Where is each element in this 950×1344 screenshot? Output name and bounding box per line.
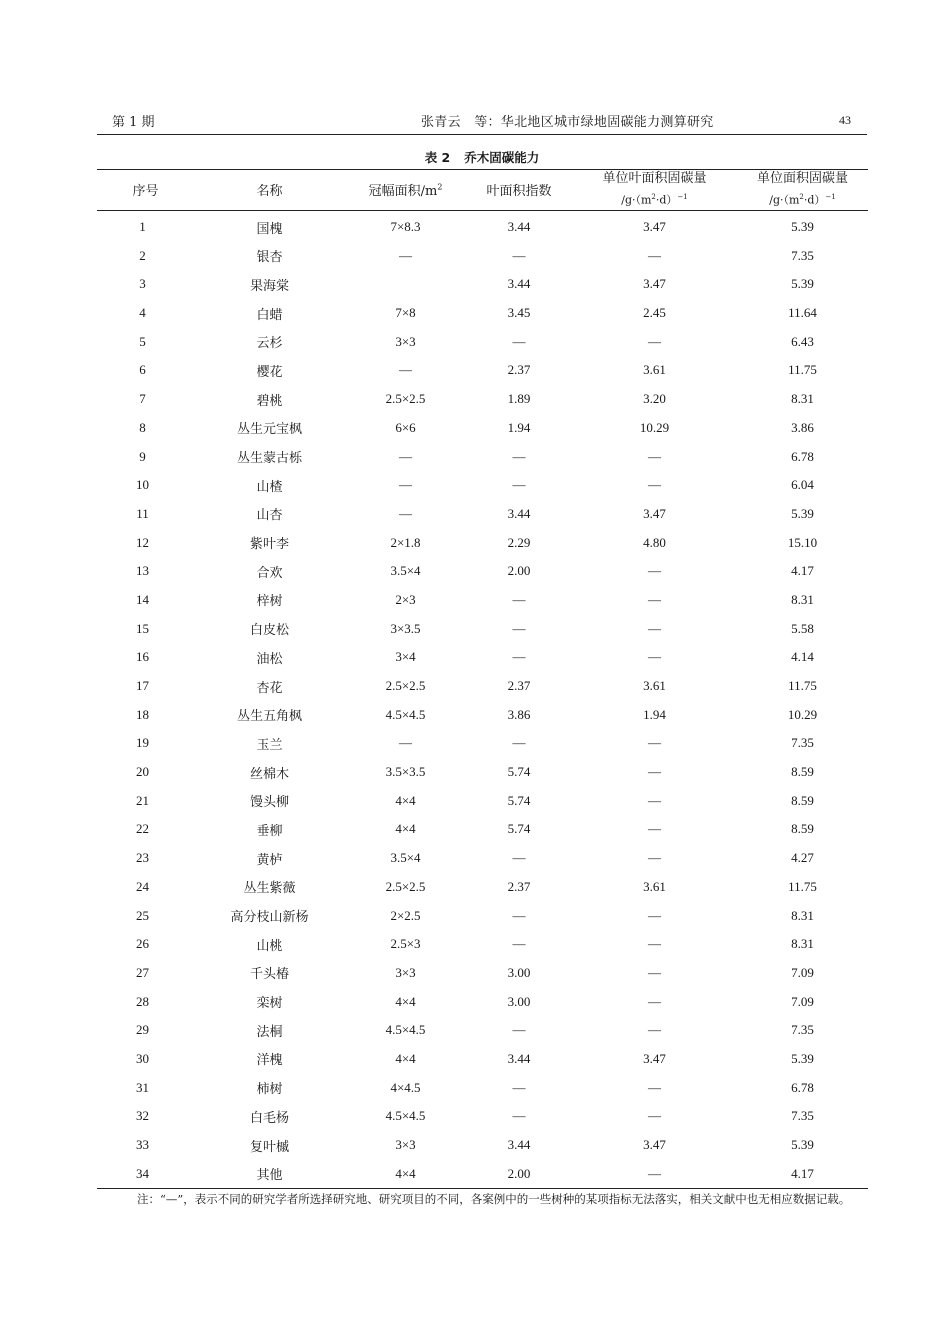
cell-seq: 30 [136, 1050, 149, 1066]
cell-crown: 2.5×2.5 [385, 391, 426, 407]
cell-seq: 14 [136, 591, 149, 607]
cell-seq: 23 [136, 850, 149, 866]
cell-seq: 28 [136, 993, 149, 1009]
cell-leaf-carbon: 3.61 [643, 878, 666, 894]
cell-lai: 3.00 [507, 964, 531, 980]
cell-seq: 21 [136, 792, 149, 808]
cell-lai: — [512, 735, 526, 751]
cell-lai: 2.37 [507, 362, 531, 378]
cell-lai: — [512, 936, 526, 952]
cell-area-carbon: 6.78 [791, 448, 814, 464]
cell-name: 碧桃 [256, 393, 283, 409]
table-row [97, 1073, 868, 1102]
cell-leaf-carbon: — [648, 936, 661, 952]
cell-seq: 29 [136, 1022, 149, 1038]
cell-crown: 3×3 [395, 1137, 416, 1152]
col-header-seq: 序号 [97, 170, 194, 211]
cell-name: 银杏 [256, 250, 283, 266]
cell-lai: — [512, 477, 526, 493]
cell-name: 云杉 [256, 336, 283, 352]
cell-leaf-carbon: — [648, 448, 661, 464]
cell-lai: 3.45 [507, 305, 531, 321]
cell-leaf-carbon: — [648, 964, 661, 980]
cell-seq: 26 [136, 936, 149, 952]
cell-name: 樱花 [256, 364, 283, 380]
cell-name: 柿树 [256, 1082, 283, 1098]
cell-lai: 5.74 [507, 764, 531, 780]
cell-leaf-carbon: — [648, 735, 661, 751]
cell-crown: 2×2.5 [390, 907, 421, 923]
cell-lai: 3.44 [507, 1137, 531, 1152]
cell-seq: 2 [139, 247, 146, 263]
cell-crown: 2×1.8 [390, 534, 421, 550]
cell-area-carbon: 5.39 [791, 276, 814, 292]
cell-name: 丛生五角枫 [236, 709, 302, 725]
cell-leaf-carbon: — [648, 850, 661, 866]
cell-seq: 18 [136, 706, 149, 722]
cell-name: 紫叶李 [249, 537, 289, 553]
table-row [97, 1045, 868, 1074]
cell-seq: 12 [136, 534, 149, 550]
cell-area-carbon: 15.10 [787, 534, 818, 550]
cell-area-carbon: 5.39 [791, 1050, 814, 1066]
page-number: 43 [839, 113, 851, 127]
cell-crown: — [399, 477, 412, 493]
table-row [97, 1102, 868, 1131]
table-row [97, 901, 868, 930]
cell-seq: 7 [139, 391, 146, 407]
cell-crown: 4.5×4.5 [385, 1022, 426, 1038]
table-caption-title: 乔木固碳能力 [464, 150, 540, 165]
cell-name: 黄栌 [256, 852, 283, 868]
cell-crown: 7×8.3 [390, 219, 421, 234]
cell-lai: 2.37 [507, 878, 531, 894]
table-row [97, 270, 868, 299]
table-caption-number: 表 2 [424, 150, 451, 165]
cell-lai: — [512, 448, 526, 464]
cell-seq: 11 [136, 505, 149, 521]
cell-crown: — [399, 448, 412, 464]
table-row [97, 413, 868, 442]
cell-crown: 3.5×4 [390, 563, 421, 579]
cell-name: 洋槐 [256, 1053, 283, 1069]
table-row [97, 299, 868, 328]
cell-lai: — [512, 591, 526, 607]
cell-crown: 2.5×2.5 [385, 878, 426, 894]
cell-leaf-carbon: 2.45 [643, 305, 666, 321]
cell-area-carbon: 7.35 [791, 1108, 814, 1124]
cell-leaf-carbon: 3.47 [643, 276, 666, 292]
table-row [97, 700, 868, 729]
table-row [97, 471, 868, 500]
cell-name: 合欢 [256, 565, 283, 581]
cell-area-carbon: 4.27 [791, 850, 814, 866]
table-caption [97, 148, 867, 166]
cell-seq: 5 [139, 333, 146, 349]
cell-area-carbon: 7.35 [791, 247, 814, 263]
cell-crown: 3×3.5 [390, 620, 421, 636]
cell-leaf-carbon: — [648, 764, 661, 780]
cell-area-carbon: 4.17 [737, 1159, 868, 1188]
cell-crown: 7×8 [395, 305, 416, 321]
cell-leaf-carbon: — [648, 993, 661, 1009]
cell-name: 复叶槭 [249, 1139, 289, 1155]
cell-crown: 4×4 [345, 1159, 466, 1188]
table-row [97, 872, 868, 901]
table-row [97, 643, 868, 672]
cell-crown: 4×4 [395, 792, 416, 808]
cell-leaf-carbon: — [648, 247, 661, 263]
cell-lai: — [512, 907, 526, 923]
table-row [97, 385, 868, 414]
cell-area-carbon: 5.58 [791, 620, 814, 636]
cell-name: 丛生紫薇 [243, 881, 296, 897]
cell-name: 丛生蒙古栎 [236, 451, 302, 466]
cell-area-carbon: 7.35 [791, 1022, 814, 1038]
cell-leaf-carbon: 3.20 [643, 391, 666, 407]
cell-area-carbon: 5.39 [791, 219, 814, 234]
cell-leaf-carbon: 3.47 [643, 1050, 666, 1066]
table-row [97, 327, 868, 356]
col-header-crown: 冠幅面积$/m^2$ [345, 170, 466, 211]
cell-seq: 13 [136, 563, 149, 579]
cell-area-carbon: 8.31 [791, 391, 814, 407]
cell-area-carbon: 6.43 [791, 333, 814, 349]
cell-leaf-carbon: — [648, 821, 661, 837]
cell-seq: 33 [136, 1137, 149, 1152]
cell-lai: 3.44 [507, 219, 531, 234]
table-row [97, 1131, 868, 1160]
cell-leaf-carbon: 10.29 [639, 419, 670, 435]
cell-area-carbon: 8.59 [791, 764, 814, 780]
cell-leaf-carbon: 1.94 [643, 706, 666, 722]
table-row [97, 442, 868, 471]
cell-leaf-carbon: 3.47 [643, 1137, 666, 1152]
cell-crown: 2×3 [395, 591, 416, 607]
table-row [97, 241, 868, 270]
cell-name: 梓树 [256, 594, 283, 610]
cell-crown: 4.5×4.5 [385, 1108, 426, 1124]
cell-leaf-carbon: — [648, 333, 661, 349]
cell-crown [345, 270, 466, 299]
cell-lai: — [512, 649, 526, 665]
cell-crown: 2.5×2.5 [385, 678, 426, 693]
cell-leaf-carbon: — [648, 563, 661, 579]
cell-lai: — [512, 247, 526, 263]
table-row [97, 586, 868, 615]
table-row [97, 210, 868, 241]
cell-area-carbon: 3.86 [791, 419, 814, 435]
cell-area-carbon: 7.35 [791, 735, 814, 751]
cell-seq: 10 [136, 477, 149, 493]
cell-seq: 24 [136, 878, 149, 894]
cell-area-carbon: 8.31 [791, 591, 814, 607]
cell-name: 山杏 [256, 508, 283, 524]
cell-lai: 2.29 [507, 534, 531, 550]
cell-name: 法桐 [256, 1024, 283, 1040]
cell-leaf-carbon: — [648, 1022, 661, 1038]
col-header-area-carbon: 单位面积固碳量 $/g\cdot(m^2\cdot d)^{-1}$ [737, 170, 868, 211]
cell-leaf-carbon: — [648, 477, 661, 493]
cell-area-carbon: 4.14 [791, 649, 814, 665]
cell-crown: — [399, 735, 412, 751]
page-header [97, 109, 867, 131]
cell-crown: 3×3 [395, 964, 416, 980]
table-note: 注：“—”，表示不同的研究学者所选择研究地、研究项目的不同，各案例中的一些树种的某项指标无法落实，相关文献中也无相应数据记载。 [137, 1192, 851, 1206]
cell-name: 其他 [194, 1159, 345, 1188]
cell-lai: — [512, 850, 526, 866]
cell-seq: 16 [136, 649, 149, 665]
cell-name: 白毛杨 [249, 1110, 289, 1126]
cell-leaf-carbon: 3.47 [643, 505, 666, 521]
running-title: 张青云 等：华北地区城市绿地固碳能力测算研究 [421, 115, 714, 130]
table-row [97, 959, 868, 988]
table-row [97, 672, 868, 701]
table-body [97, 210, 868, 1188]
cell-leaf-carbon: 3.47 [643, 219, 666, 234]
cell-area-carbon: 8.31 [791, 936, 814, 952]
cell-leaf-carbon: 4.80 [643, 534, 666, 550]
col-header-lai: 叶面积指数 [466, 170, 572, 211]
cell-crown: 2.5×3 [390, 936, 421, 952]
cell-name: 油松 [256, 651, 283, 667]
cell-area-carbon: 11.75 [788, 878, 817, 894]
cell-lai: — [512, 1079, 526, 1095]
carbon-table [97, 169, 868, 1189]
table-row [97, 758, 868, 787]
table-row [97, 557, 868, 586]
table-header-row [97, 170, 868, 211]
issue-label: 第 1 期 [112, 115, 155, 130]
cell-area-carbon: 11.75 [788, 362, 817, 378]
cell-crown: 3.5×4 [390, 850, 421, 866]
cell-seq: 9 [139, 448, 146, 464]
table-head [97, 170, 868, 211]
table-row [97, 614, 868, 643]
cell-crown: 4×4 [395, 993, 416, 1009]
cell-crown: 3.5×3.5 [385, 764, 426, 780]
cell-area-carbon: 6.04 [791, 477, 814, 493]
table-row [97, 815, 868, 844]
cell-name: 丛生元宝枫 [236, 422, 302, 438]
cell-lai: 3.44 [507, 1050, 531, 1066]
cell-leaf-carbon: — [648, 1079, 661, 1095]
cell-area-carbon: 6.78 [791, 1079, 814, 1095]
cell-leaf-carbon: 3.61 [643, 362, 666, 378]
cell-lai: 5.74 [507, 821, 531, 837]
cell-seq: 4 [139, 305, 146, 321]
cell-seq: 25 [136, 907, 149, 923]
cell-leaf-carbon: — [648, 620, 661, 636]
cell-lai: 2.00 [507, 563, 531, 579]
cell-name: 馒头柳 [249, 795, 289, 811]
cell-crown: 4×4 [395, 1050, 416, 1066]
cell-name: 垂柳 [256, 823, 283, 839]
cell-crown: 3×4 [395, 649, 416, 665]
cell-leaf-carbon: — [648, 649, 661, 665]
cell-crown: 4×4.5 [390, 1079, 421, 1095]
cell-area-carbon: 11.75 [788, 678, 817, 693]
cell-lai: 3.44 [507, 276, 531, 292]
cell-lai: 2.00 [466, 1159, 572, 1188]
table-row [97, 930, 868, 959]
cell-lai: 2.37 [507, 678, 531, 693]
cell-name: 杏花 [256, 680, 283, 696]
cell-seq: 32 [136, 1108, 149, 1124]
cell-seq: 17 [136, 678, 149, 693]
table-row [97, 844, 868, 873]
cell-lai: 5.74 [507, 792, 531, 808]
cell-area-carbon: 5.39 [791, 505, 814, 521]
cell-seq: 6 [139, 362, 146, 378]
cell-leaf-carbon: — [648, 1108, 661, 1124]
cell-seq: 27 [136, 964, 149, 980]
cell-seq: 34 [97, 1159, 194, 1188]
table-row [97, 786, 868, 815]
cell-name: 玉兰 [256, 737, 283, 753]
cell-area-carbon: 7.09 [791, 964, 814, 980]
header-rule [97, 134, 867, 135]
table-row [97, 987, 868, 1016]
cell-name: 果海棠 [249, 278, 289, 294]
cell-area-carbon: 11.64 [788, 305, 817, 321]
cell-seq: 8 [139, 419, 146, 435]
table-row [97, 500, 868, 529]
cell-leaf-carbon: — [648, 792, 661, 808]
cell-lai: — [512, 1108, 526, 1124]
cell-name: 山楂 [256, 479, 283, 495]
cell-name: 白蜡 [256, 307, 283, 323]
cell-seq: 1 [139, 219, 146, 234]
cell-name: 国槐 [256, 221, 283, 237]
cell-leaf-carbon: — [648, 591, 661, 607]
cell-lai: 1.89 [507, 391, 531, 407]
cell-area-carbon: 7.09 [791, 993, 814, 1009]
cell-seq: 3 [139, 276, 146, 292]
table-row [97, 1016, 868, 1045]
table-row [97, 528, 868, 557]
cell-seq: 15 [136, 620, 149, 636]
cell-area-carbon: 8.59 [791, 792, 814, 808]
cell-name: 丝棉木 [249, 766, 289, 782]
cell-area-carbon: 10.29 [787, 706, 818, 722]
table-row [97, 356, 868, 385]
cell-name: 高分枝山新杨 [230, 910, 309, 925]
cell-lai: — [512, 620, 526, 636]
cell-crown: — [399, 362, 412, 378]
cell-crown: — [399, 247, 412, 263]
cell-lai: — [512, 1022, 526, 1038]
cell-seq: 19 [136, 735, 149, 751]
cell-name: 山桃 [256, 938, 283, 954]
cell-crown: 6×6 [395, 419, 416, 435]
col-header-leaf-carbon: 单位叶面积固碳量 $/g\cdot(m^2\cdot d)^{-1}$ [572, 170, 737, 211]
cell-area-carbon: 8.59 [791, 821, 814, 837]
cell-crown: — [399, 505, 412, 521]
table-row [97, 1159, 868, 1188]
cell-crown: 3×3 [395, 333, 416, 349]
cell-lai: 1.94 [507, 419, 531, 435]
cell-leaf-carbon: — [572, 1159, 737, 1188]
cell-seq: 20 [136, 764, 149, 780]
table-row [97, 729, 868, 758]
cell-lai: — [512, 333, 526, 349]
cell-crown: 4.5×4.5 [385, 706, 426, 722]
cell-lai: 3.44 [507, 505, 531, 521]
cell-leaf-carbon: — [648, 907, 661, 923]
col-header-name: 名称 [194, 170, 345, 211]
cell-leaf-carbon: 3.61 [643, 678, 666, 693]
cell-area-carbon: 8.31 [791, 907, 814, 923]
cell-name: 千头椿 [249, 967, 289, 983]
cell-area-carbon: 5.39 [791, 1137, 814, 1152]
cell-lai: 3.86 [507, 706, 531, 722]
cell-seq: 22 [136, 821, 149, 837]
cell-name: 白皮松 [249, 623, 289, 639]
cell-lai: 3.00 [507, 993, 531, 1009]
cell-crown: 4×4 [395, 821, 416, 837]
cell-seq: 31 [136, 1079, 149, 1095]
cell-name: 栾树 [256, 996, 283, 1012]
cell-area-carbon: 4.17 [791, 563, 814, 579]
